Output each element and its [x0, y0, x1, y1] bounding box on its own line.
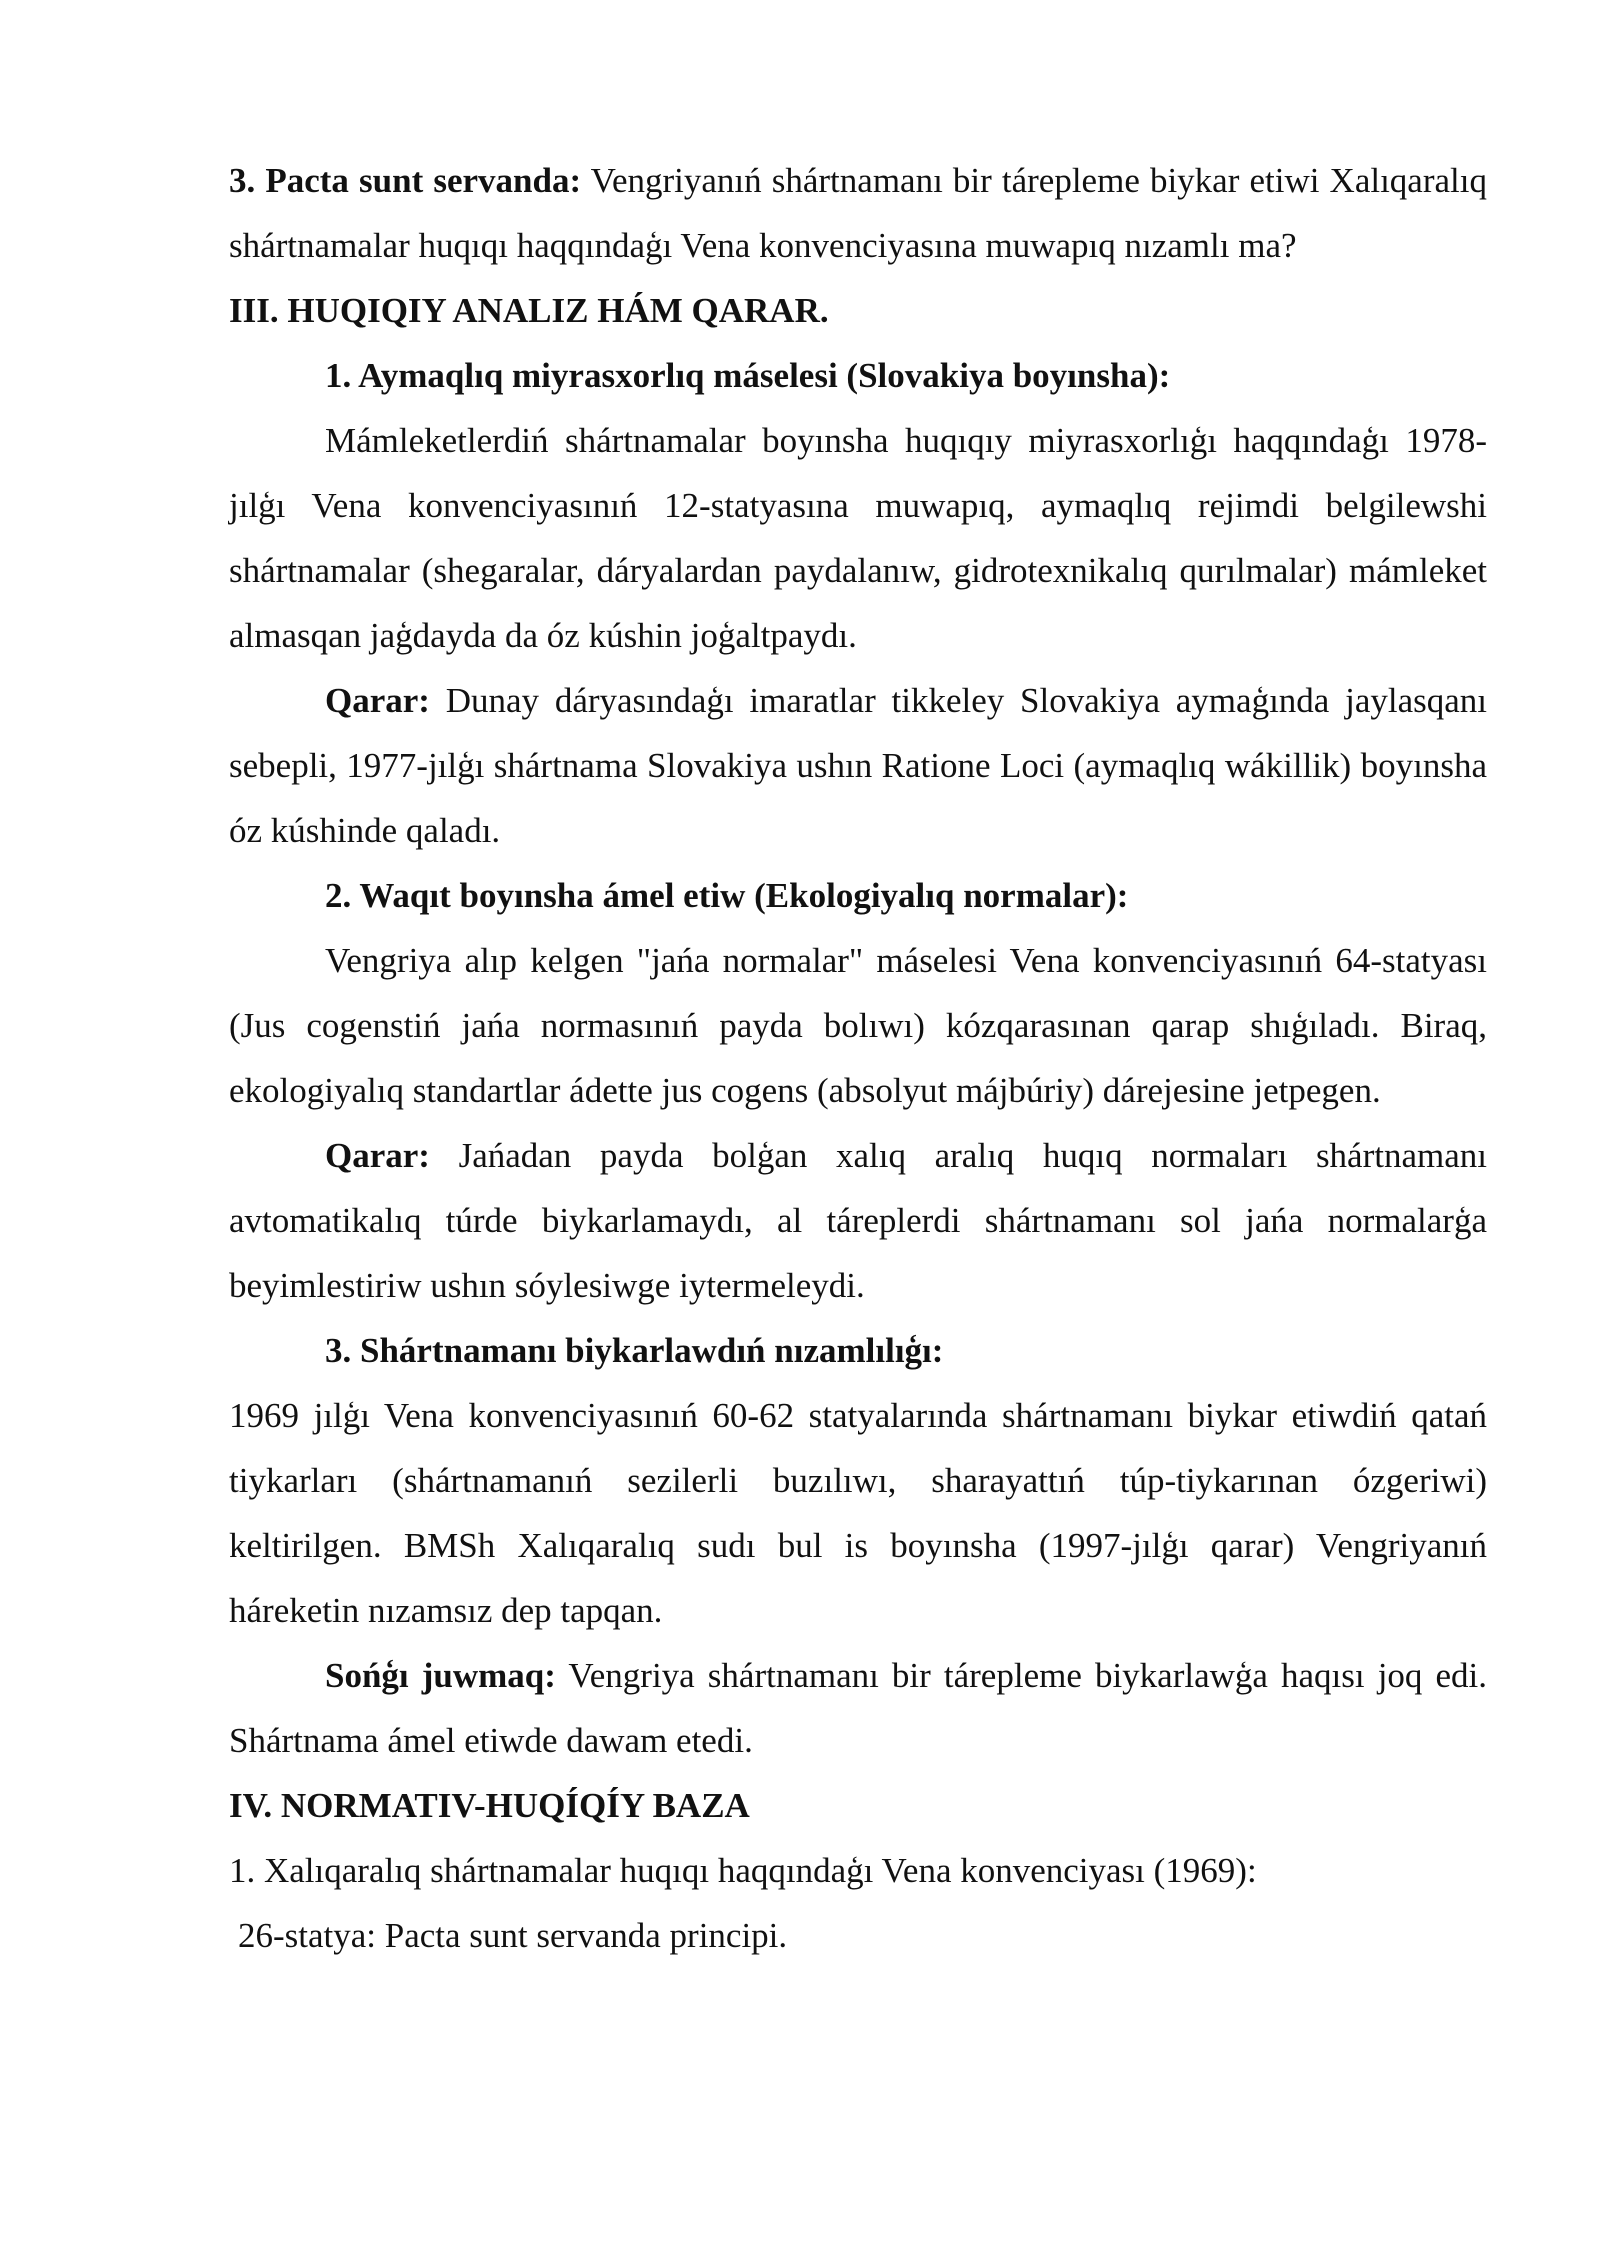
item2-title: 2. Waqıt boyınsha ámel etiw (Ekologiyalıq normalar):	[325, 876, 1129, 915]
item2-decision-text: Jańadan payda bolģan xalıq aralıq huqıq normaları shártnamanı avtomatikalıq túrde biykarlamaydı, al táreplerdi shártnamanı sol jańa normalarģa beyimlestiriw ushın sóylesiwge iytermeleydi.	[229, 1136, 1487, 1305]
item1-title: 1. Aymaqlıq miyrasxorlıq máselesi (Slovakiya boyınsha):	[325, 356, 1171, 395]
document-page	[229, 148, 1487, 1968]
heading-iv: IV. NORMATIV-HUQÍQÍY BAZA	[229, 1786, 750, 1825]
item1-decision-text: Dunay dáryasındaģı imaratlar tikkeley Slovakiya aymaģında jaylasqanı sebepli, 1977-jılģı shártnama Slovakiya ushın Ratione Loci (aymaqlıq wákillik) boyınsha óz kúshinde qaladı.	[229, 681, 1487, 850]
item3-conclusion-label: Sońģı juwmaq:	[325, 1656, 556, 1695]
section3-question-label: 3. Pacta sunt servanda:	[229, 161, 582, 200]
item1-decision-label: Qarar:	[325, 681, 430, 720]
section3-question-paragraph	[229, 148, 1487, 278]
item1-body: Mámleketlerdiń shártnamalar boyınsha huqıqıy miyrasxorlıģı haqqındaģı 1978-jılģı Vena konvenciyasınıń 12-statyasına muwapıq, aymaqlıq rejimdi belgilewshi shártnamalar (shegaralar, dáryalardan paydalanıw, gidrotexnikalıq qurılmalar) mámleket almasqan jaģdayda da óz kúshin joģaltpaydı.	[229, 421, 1487, 655]
item3-conclusion-text: Vengriya shártnamanı bir tárepleme biykarlawģa haqısı joq edi. Shártnama ámel etiwde dawam etedi.	[229, 1656, 1488, 1760]
item2-decision-label: Qarar:	[325, 1136, 430, 1175]
item2-body: Vengriya alıp kelgen "jańa normalar" máselesi Vena konvenciyasınıń 64-statyası (Jus cogenstiń jańa normasınıń payda bolıwı) kózqarasınan qarap shıģıladı. Biraq, ekologiyalıq standartlar ádette jus cogens (absolyut májbúriy) dárejesine jetpegen.	[229, 941, 1487, 1110]
heading-iii: III. HUQIQIY ANALIZ HÁM QARAR.	[229, 291, 829, 330]
normative-line-2: 26-statya: Pacta sunt servanda principi.	[238, 1916, 788, 1955]
item2-decision-paragraph	[229, 1123, 1487, 1318]
normative-line-1: 1. Xalıqaralıq shártnamalar huqıqı haqqındaģı Vena konvenciyası (1969):	[229, 1851, 1257, 1890]
item3-body: 1969 jılģı Vena konvenciyasınıń 60-62 statyalarında shártnamanı biykar etiwdiń qatań tiykarları (shártnamanıń sezilerli buzılıwı, sharayattıń túp-tiykarınan ózgeriwi) keltirilgen. BMSh Xalıqaralıq sudı bul is boyınsha (1997-jılģı qarar) Vengriyanıń háreketin nızamsız dep tapqan.	[229, 1396, 1487, 1630]
section3-question-text: Vengriyanıń shártnamanı bir tárepleme biykar etiwi Xalıqaralıq shártnamalar huqıqı haqqındaģı Vena konvenciyasına muwapıq nızamlı ma?	[229, 161, 1487, 265]
item1-decision-paragraph	[229, 668, 1487, 863]
item3-title: 3. Shártnamanı biykarlawdıń nızamlılıģı:	[325, 1331, 944, 1370]
item3-conclusion-paragraph	[229, 1643, 1487, 1773]
